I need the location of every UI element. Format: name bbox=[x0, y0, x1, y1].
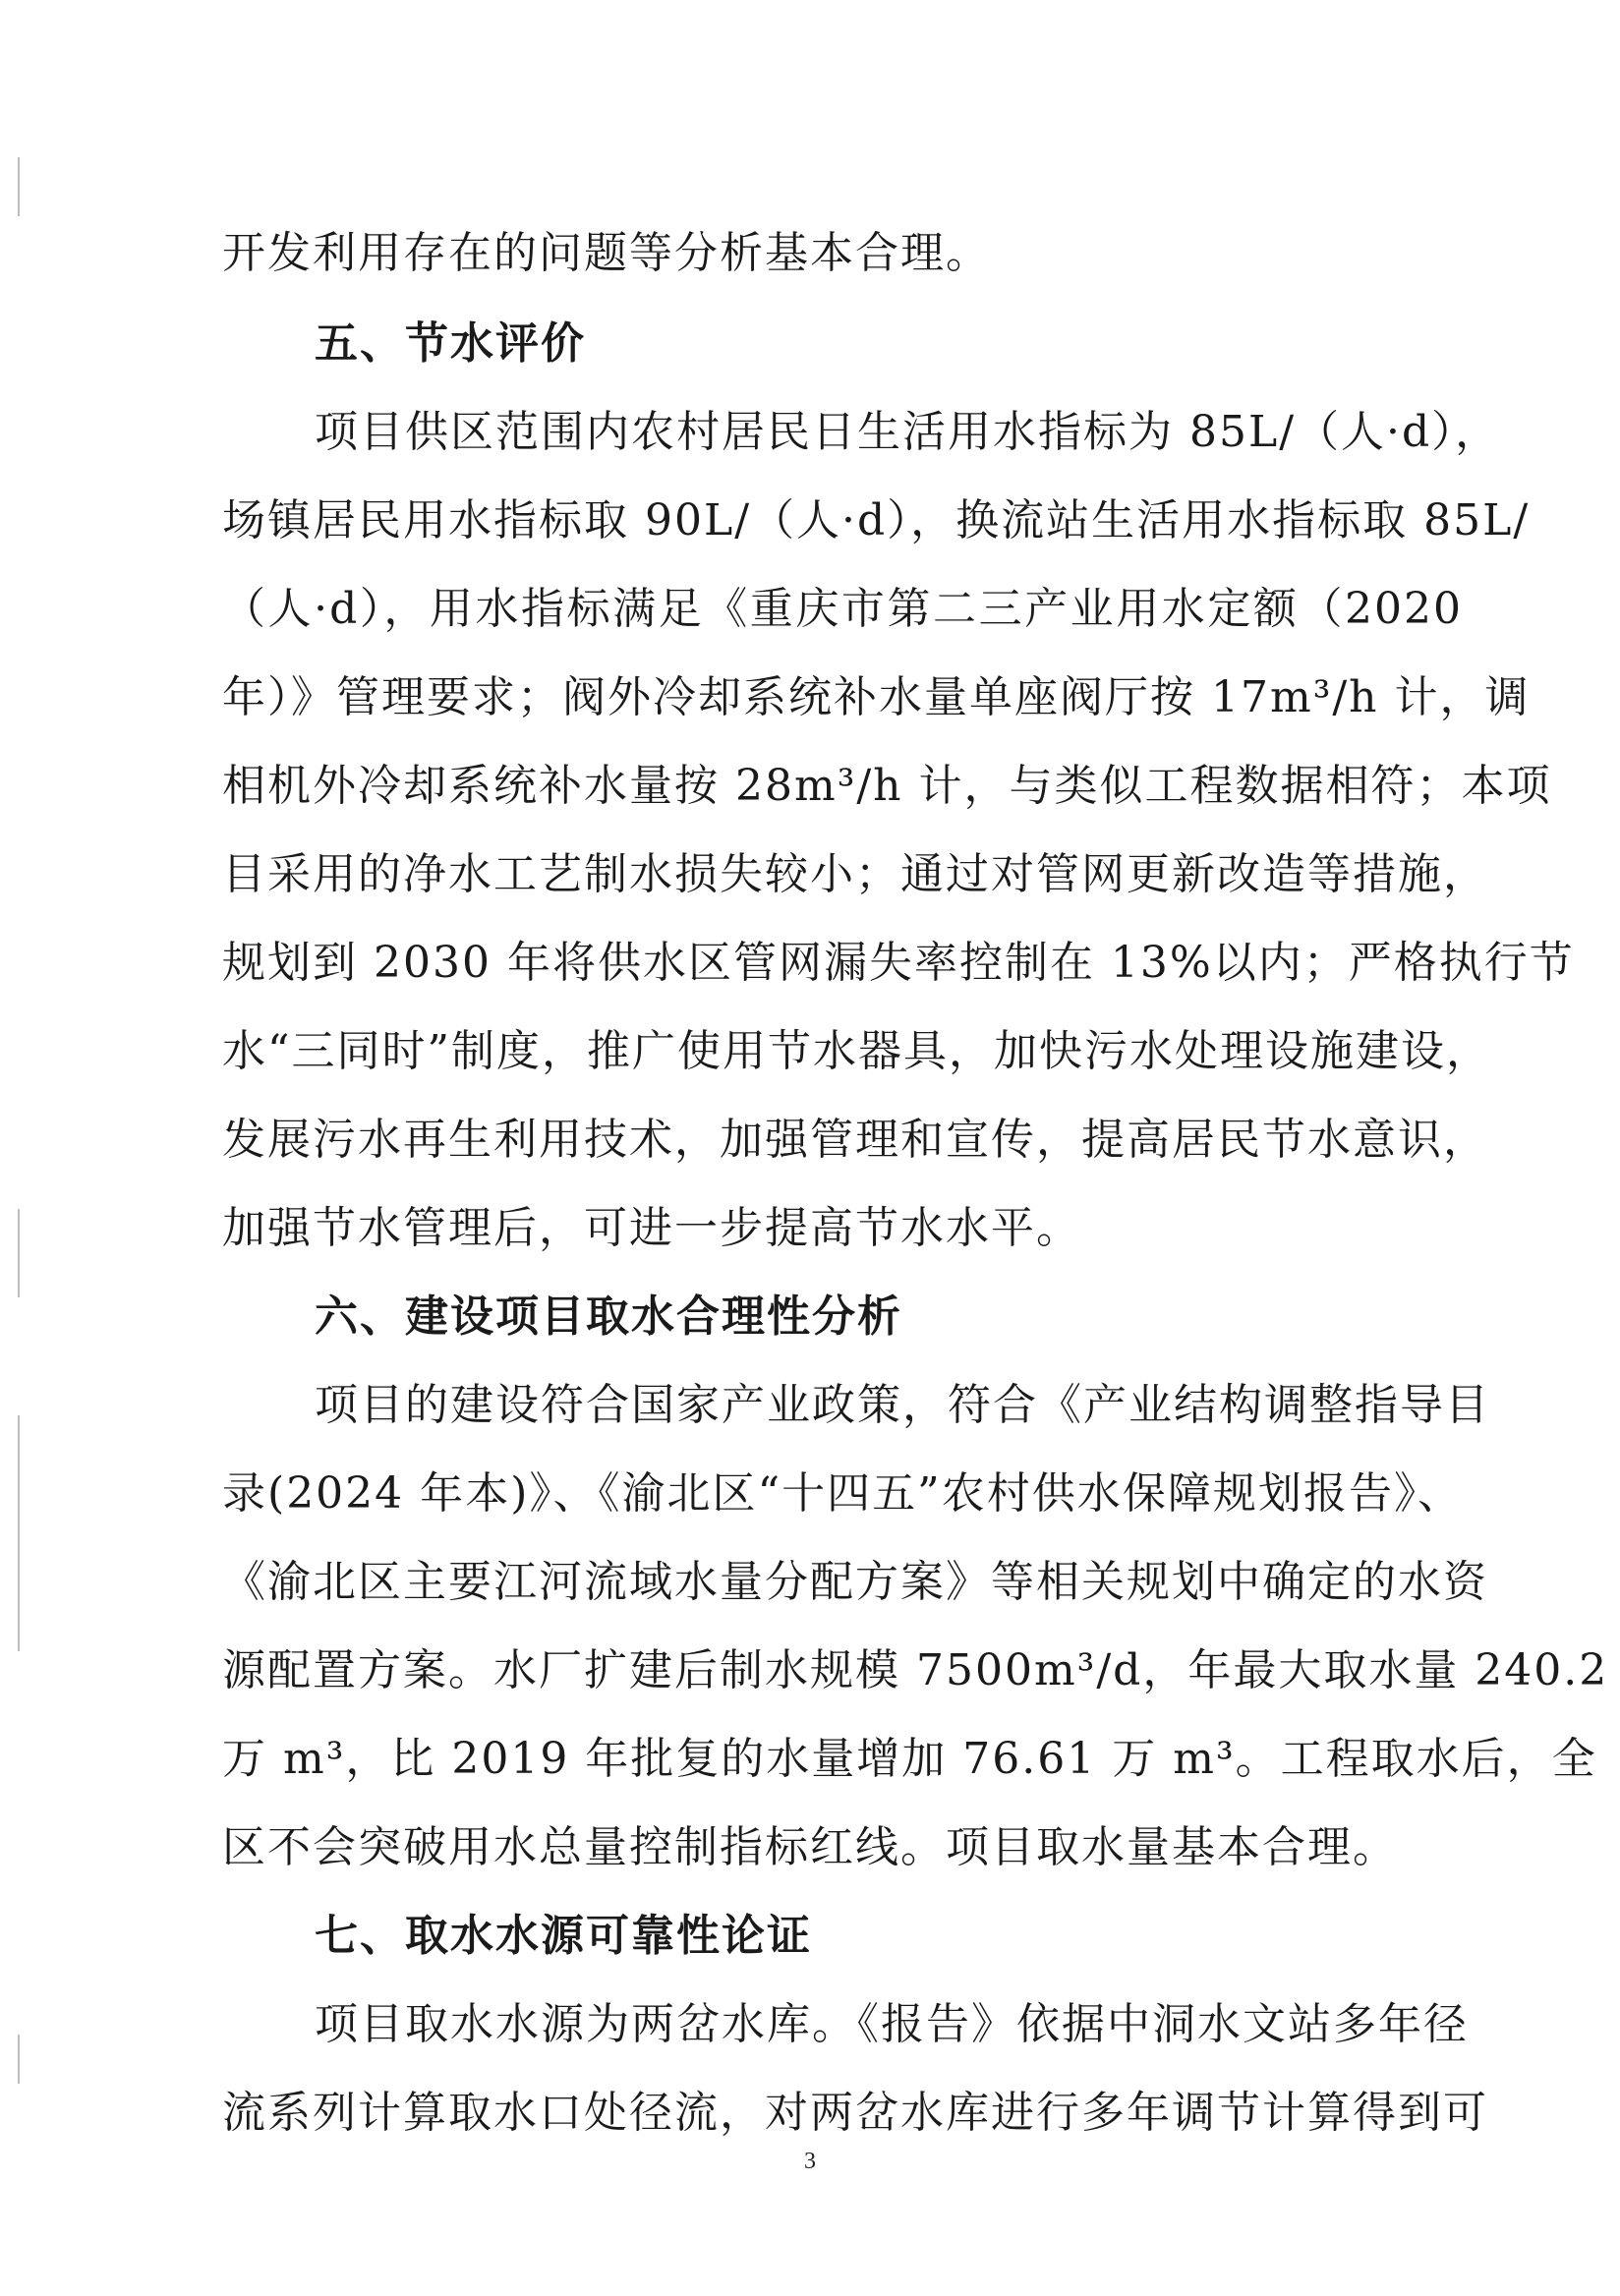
paragraph-line: 《渝北区主要江河流域水量分配方案》等相关规划中确定的水资 bbox=[222, 1557, 1488, 1607]
section-heading: 七、取水水源可靠性论证 bbox=[315, 1911, 812, 1961]
paragraph-line: 录(2024 年本)》、《渝北区“十四五”农村供水保障规划报告》、 bbox=[222, 1468, 1463, 1519]
paragraph-line: 区不会突破用水总量控制指标红线。项目取水量基本合理。 bbox=[222, 1822, 1398, 1872]
margin-mark bbox=[18, 2035, 20, 2084]
paragraph-line: 水“三同时”制度，推广使用节水器具，加快污水处理设施建设， bbox=[222, 1026, 1491, 1076]
margin-mark bbox=[18, 157, 20, 216]
paragraph-line: 源配置方案。水厂扩建后制水规模 7500m³/d，年最大取水量 240.2 bbox=[222, 1645, 1609, 1695]
paragraph-line: 万 m³，比 2019 年批复的水量增加 76.61 万 m³。工程取水后，全 bbox=[222, 1734, 1597, 1784]
paragraph-line: 项目的建设符合国家产业政策，符合《产业结构调整指导目 bbox=[315, 1380, 1490, 1430]
paragraph-line: 目采用的净水工艺制水损失较小；通过对管网更新改造等措施， bbox=[222, 849, 1488, 899]
margin-mark bbox=[18, 1415, 20, 1651]
margin-mark bbox=[18, 1209, 20, 1297]
paragraph-line: 项目供区范围内农村居民日生活用水指标为 85L/（人·d）， bbox=[315, 407, 1501, 457]
paragraph-line: 发展污水再生利用技术，加强管理和宣传，提高居民节水意识， bbox=[222, 1115, 1488, 1165]
paragraph-line: 开发利用存在的问题等分析基本合理。 bbox=[222, 228, 991, 278]
paragraph-line: 年）》管理要求；阀外冷却系统补水量单座阀厅按 17m³/h 计，调 bbox=[222, 672, 1531, 722]
paragraph-line: 流系列计算取水口处径流，对两岔水库进行多年调节计算得到可 bbox=[222, 2088, 1488, 2138]
paragraph-line: 加强节水管理后，可进一步提高节水水平。 bbox=[222, 1203, 1081, 1253]
paragraph-line: 规划到 2030 年将供水区管网漏失率控制在 13%以内；严格执行节 bbox=[222, 938, 1575, 988]
section-heading: 五、节水评价 bbox=[315, 318, 586, 369]
section-heading: 六、建设项目取水合理性分析 bbox=[315, 1292, 902, 1342]
page-number: 3 bbox=[804, 2149, 816, 2174]
paragraph-line: 项目取水水源为两岔水库。《报告》依据中洞水文站多年径 bbox=[315, 1999, 1469, 2049]
paragraph-line: 相机外冷却系统补水量按 28m³/h 计，与类似工程数据相符；本项 bbox=[222, 761, 1552, 811]
paragraph-line: （人·d），用水指标满足《重庆市第二三产业用水定额（2020 bbox=[222, 584, 1463, 634]
paragraph-line: 场镇居民用水指标取 90L/（人·d），换流站生活用水指标取 85L/ bbox=[222, 495, 1531, 545]
